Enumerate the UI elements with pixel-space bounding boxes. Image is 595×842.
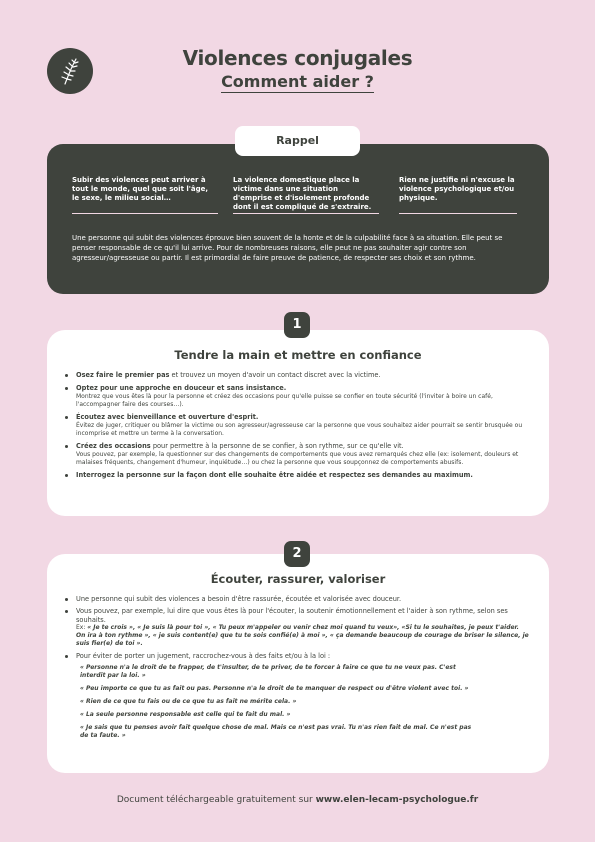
rappel-column-3 xyxy=(399,176,517,214)
example-prefix: Ex: xyxy=(76,624,88,632)
quote: « Je sais que tu penses avoir fait quelque chose de mal. Mais ce n'est pas vrai. Tu n'as rien fait de mal. Ce n'est pas de ta faute. » xyxy=(80,724,472,740)
rappel-column-1 xyxy=(72,176,218,214)
example-quotes: « Je te crois », « Je suis là pour toi », « Tu peux m'appeler ou venir chez moi quand tu veux», «Si tu le souhaites, je peux t'aider. On ira à ton rythme », « je suis content(e) que tu te sois confié(e) à moi », « ça demande beaucoup de courage de briser le silence, je suis fier(e) de toi ». xyxy=(76,624,529,647)
divider xyxy=(233,213,379,214)
rappel-column-text: Rien ne justifie ni n'excuse la violence psychologique et/ou physique. xyxy=(399,176,515,202)
item-text: Pour éviter de porter un jugement, raccrochez-vous à des faits et/ou à la loi : xyxy=(76,651,331,660)
quote: « Personne n'a le droit de te frapper, de t'insulter, de te priver, de te forcer à faire ce que tu ne veux pas. C'est interdit par la loi. » xyxy=(80,664,456,680)
list-item xyxy=(63,371,529,379)
item-bold: Créez des occasions xyxy=(76,442,151,451)
item-text: Une personne qui subit des violences a besoin d'être rassurée, écoutée et valorisée avec douceur. xyxy=(76,595,402,603)
quote-list xyxy=(47,664,549,740)
section-1-title: Tendre la main et mettre en confiance xyxy=(174,348,422,362)
section-1-card xyxy=(47,330,549,516)
page-title: Violences conjugales xyxy=(182,46,413,70)
quote: « Peu importe ce que tu as fait ou pas. Personne n'a le droit de te manquer de respect ou d'être violent avec toi. » xyxy=(80,685,469,693)
quote: « La seule personne responsable est celle qui te fait du mal. » xyxy=(80,711,291,719)
list-item xyxy=(63,471,529,479)
section-2-title: Écouter, rassurer, valoriser xyxy=(210,572,386,586)
rappel-label: Rappel xyxy=(235,126,360,156)
rappel-box xyxy=(47,144,549,294)
section-1-list xyxy=(63,371,529,480)
item-text: Vous pouvez, par exemple, lui dire que vous êtes là pour l'écouter, la soutenir émotionnellement et l'aider à son rythme, selon ses souhaits. xyxy=(76,607,508,624)
rappel-column-text: La violence domestique place la victime dans une situation d'emprise et d'isolement profonde dont il est compliqué de s'extraire. xyxy=(233,176,372,211)
list-item xyxy=(63,652,529,660)
rappel-column-text: Subir des violences peut arriver à tout le monde, quel que soit l'âge, le sexe, le milieu social… xyxy=(72,176,209,202)
footer-link[interactable]: www.elen-lecam-psychologue.fr xyxy=(315,795,479,805)
item-text: pour permettre à la personne de se confier, à son rythme, sur ce qu'elle vit. xyxy=(150,442,404,451)
section-2-card xyxy=(47,554,549,773)
rappel-column-2 xyxy=(233,176,379,214)
section-1-number: 1 xyxy=(284,312,310,338)
subtitle-text: Comment aider ? xyxy=(221,72,374,91)
section-2-number: 2 xyxy=(284,541,310,567)
item-example xyxy=(76,624,529,647)
page-subtitle xyxy=(0,72,595,91)
rappel-paragraph: Une personne qui subit des violences éprouve bien souvent de la honte et de la culpabilité face à sa situation. Elle peut se penser responsable de ce qu'il lui arrive. Pour de nombreuses raisons, elle peut ne pas souhaiter agir contre son agresseur/agresseuse ou partir. Il est primordial de faire preuve de patience, de respecter ses choix et son rythme. xyxy=(72,234,503,262)
item-bold: Osez faire le premier pas xyxy=(76,371,170,379)
item-detail: Évitez de juger, critiquer ou blâmer la victime ou son agresseur/agresseuse car la personne que vous souhaitez aider pourrait se sentir brusquée ou incomprise et mettre un terme à la conversation. xyxy=(76,421,523,437)
section-2-list xyxy=(63,595,529,660)
quote: « Rien de ce que tu fais ou de ce que tu as fait ne mérite cela. » xyxy=(80,698,297,706)
list-item xyxy=(63,384,529,408)
list-item xyxy=(63,413,529,437)
item-detail: Vous pouvez, par exemple, la questionner sur des changements de comportements que vous avez remarqués chez elle (ex: isolement, douleurs et malaises fréquents, changement d'humeur, inquiétude…) ou chez la personne que vous soupçonnez de comportements abusifs. xyxy=(76,450,519,466)
footer xyxy=(0,795,595,805)
list-item xyxy=(63,607,529,647)
item-text: et trouvez un moyen d'avoir un contact discret avec la victime. xyxy=(169,371,381,379)
item-bold: Optez pour une approche en douceur et sans insistance. xyxy=(76,384,287,393)
item-bold: Écoutez avec bienveillance et ouverture d'esprit. xyxy=(76,413,259,422)
item-detail: Montrez que vous êtes là pour la personne et créez des occasions pour qu'elle puisse se confier en toute sécurité (l'inviter à boire un café, l'accompagner faire des courses…). xyxy=(76,392,493,408)
footer-text: Document téléchargeable gratuitement sur xyxy=(116,795,316,805)
divider xyxy=(72,213,218,214)
divider xyxy=(399,213,517,214)
list-item xyxy=(63,442,529,466)
item-bold: Interrogez la personne sur la façon dont elle souhaite être aidée et respectez ses demandes au maximum. xyxy=(76,471,473,480)
list-item xyxy=(63,595,529,603)
